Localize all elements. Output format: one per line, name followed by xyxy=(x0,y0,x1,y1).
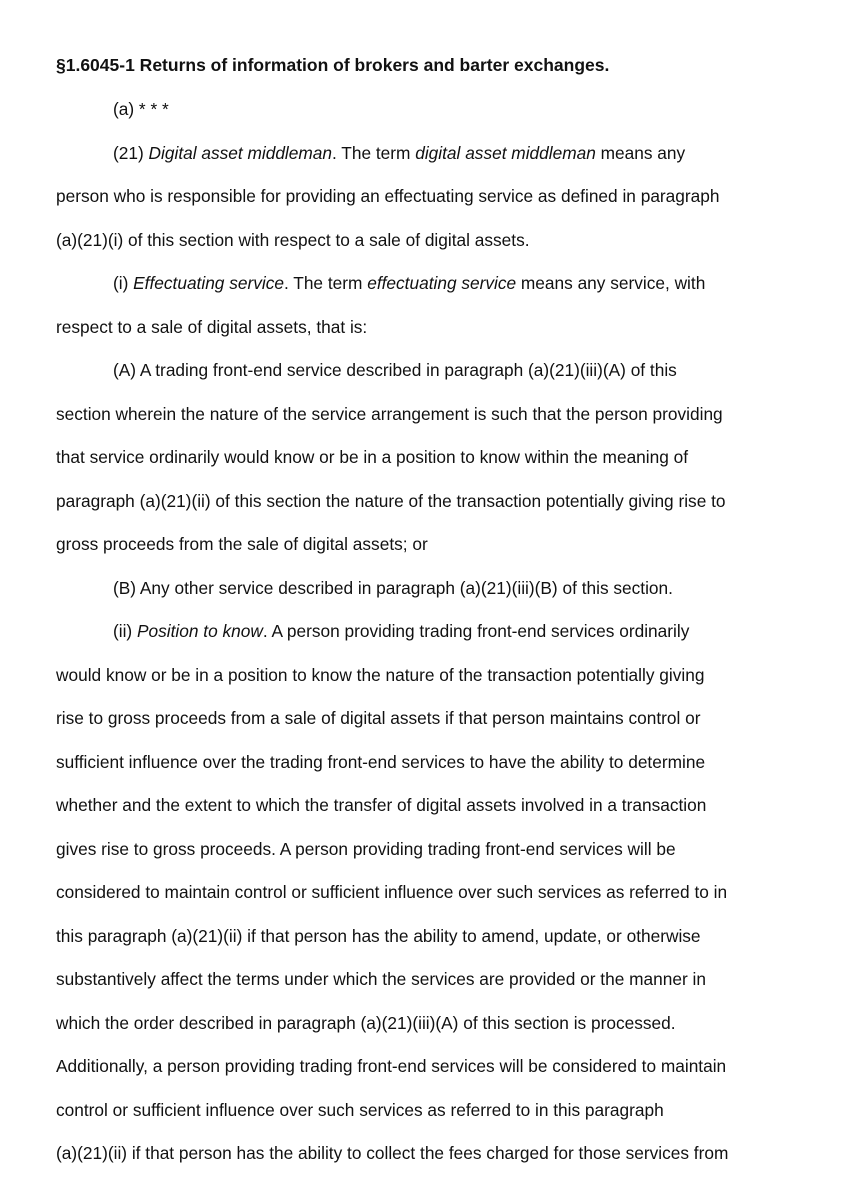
text-line: Additionally, a person providing trading front-end services will be considered to maintain xyxy=(56,1056,727,1076)
text-line: person who is responsible for providing an effectuating service as defined in paragraph xyxy=(56,186,720,206)
paragraph-number: (ii) xyxy=(113,621,137,641)
paragraph-i-first-line xyxy=(113,272,705,294)
text-line: (a)(21)(i) of this section with respect to a sale of digital assets. xyxy=(56,230,530,250)
section-heading: §1.6045-1 Returns of information of brokers and barter exchanges. xyxy=(56,55,610,75)
defined-term-heading: Position to know xyxy=(137,621,263,641)
paragraph-a-marker: (a) * * * xyxy=(113,99,169,119)
paragraph-A-first-line: (A) A trading front-end service described in paragraph (a)(21)(iii)(A) of this xyxy=(113,360,677,380)
text-line: sufficient influence over the trading front-end services to have the ability to determine xyxy=(56,752,706,772)
text-line: control or sufficient influence over such services as referred to in this paragraph xyxy=(56,1100,664,1120)
text-line: whether and the extent to which the transfer of digital assets involved in a transaction xyxy=(56,795,707,815)
text-run: means any xyxy=(595,143,686,163)
text-line: gross proceeds from the sale of digital assets; or xyxy=(56,534,428,554)
text-line: (a)(21)(ii) if that person has the ability to collect the fees charged for those services from xyxy=(56,1143,729,1163)
text-line: substantively affect the terms under which the services are provided or the manner in xyxy=(56,969,706,989)
text-line: rise to gross proceeds from a sale of digital assets if that person maintains control or xyxy=(56,708,701,728)
text-run: . The term xyxy=(283,273,368,293)
text-line: paragraph (a)(21)(ii) of this section the nature of the transaction potentially giving rise to xyxy=(56,491,726,511)
paragraph-B-line: (B) Any other service described in paragraph (a)(21)(iii)(B) of this section. xyxy=(113,578,673,598)
text-line: this paragraph (a)(21)(ii) if that person has the ability to amend, update, or otherwise xyxy=(56,926,701,946)
text-run: means any service, with xyxy=(516,273,706,293)
text-line: gives rise to gross proceeds. A person providing trading front-end services will be xyxy=(56,839,676,859)
text-line: that service ordinarily would know or be in a position to know within the meaning of xyxy=(56,447,689,467)
defined-term: digital asset middleman xyxy=(415,143,596,163)
text-line: respect to a sale of digital assets, that is: xyxy=(56,317,368,337)
text-line: would know or be in a position to know the nature of the transaction potentially giving xyxy=(56,665,705,685)
paragraph-21-first-line xyxy=(113,142,685,164)
defined-term-heading: Digital asset middleman xyxy=(148,143,332,163)
defined-term-heading: Effectuating service xyxy=(133,273,284,293)
text-line: considered to maintain control or sufficient influence over such services as referred to in xyxy=(56,882,728,902)
text-run: . A person providing trading front-end services ordinarily xyxy=(262,621,690,641)
paragraph-number: (i) xyxy=(113,273,134,293)
text-line: which the order described in paragraph (a)(21)(iii)(A) of this section is processed. xyxy=(56,1013,676,1033)
paragraph-ii-first-line xyxy=(113,620,689,642)
text-line: section wherein the nature of the service arrangement is such that the person providing xyxy=(56,404,723,424)
text-run: . The term xyxy=(332,143,416,163)
paragraph-number: (21) xyxy=(113,143,149,163)
defined-term: effectuating service xyxy=(367,273,517,293)
